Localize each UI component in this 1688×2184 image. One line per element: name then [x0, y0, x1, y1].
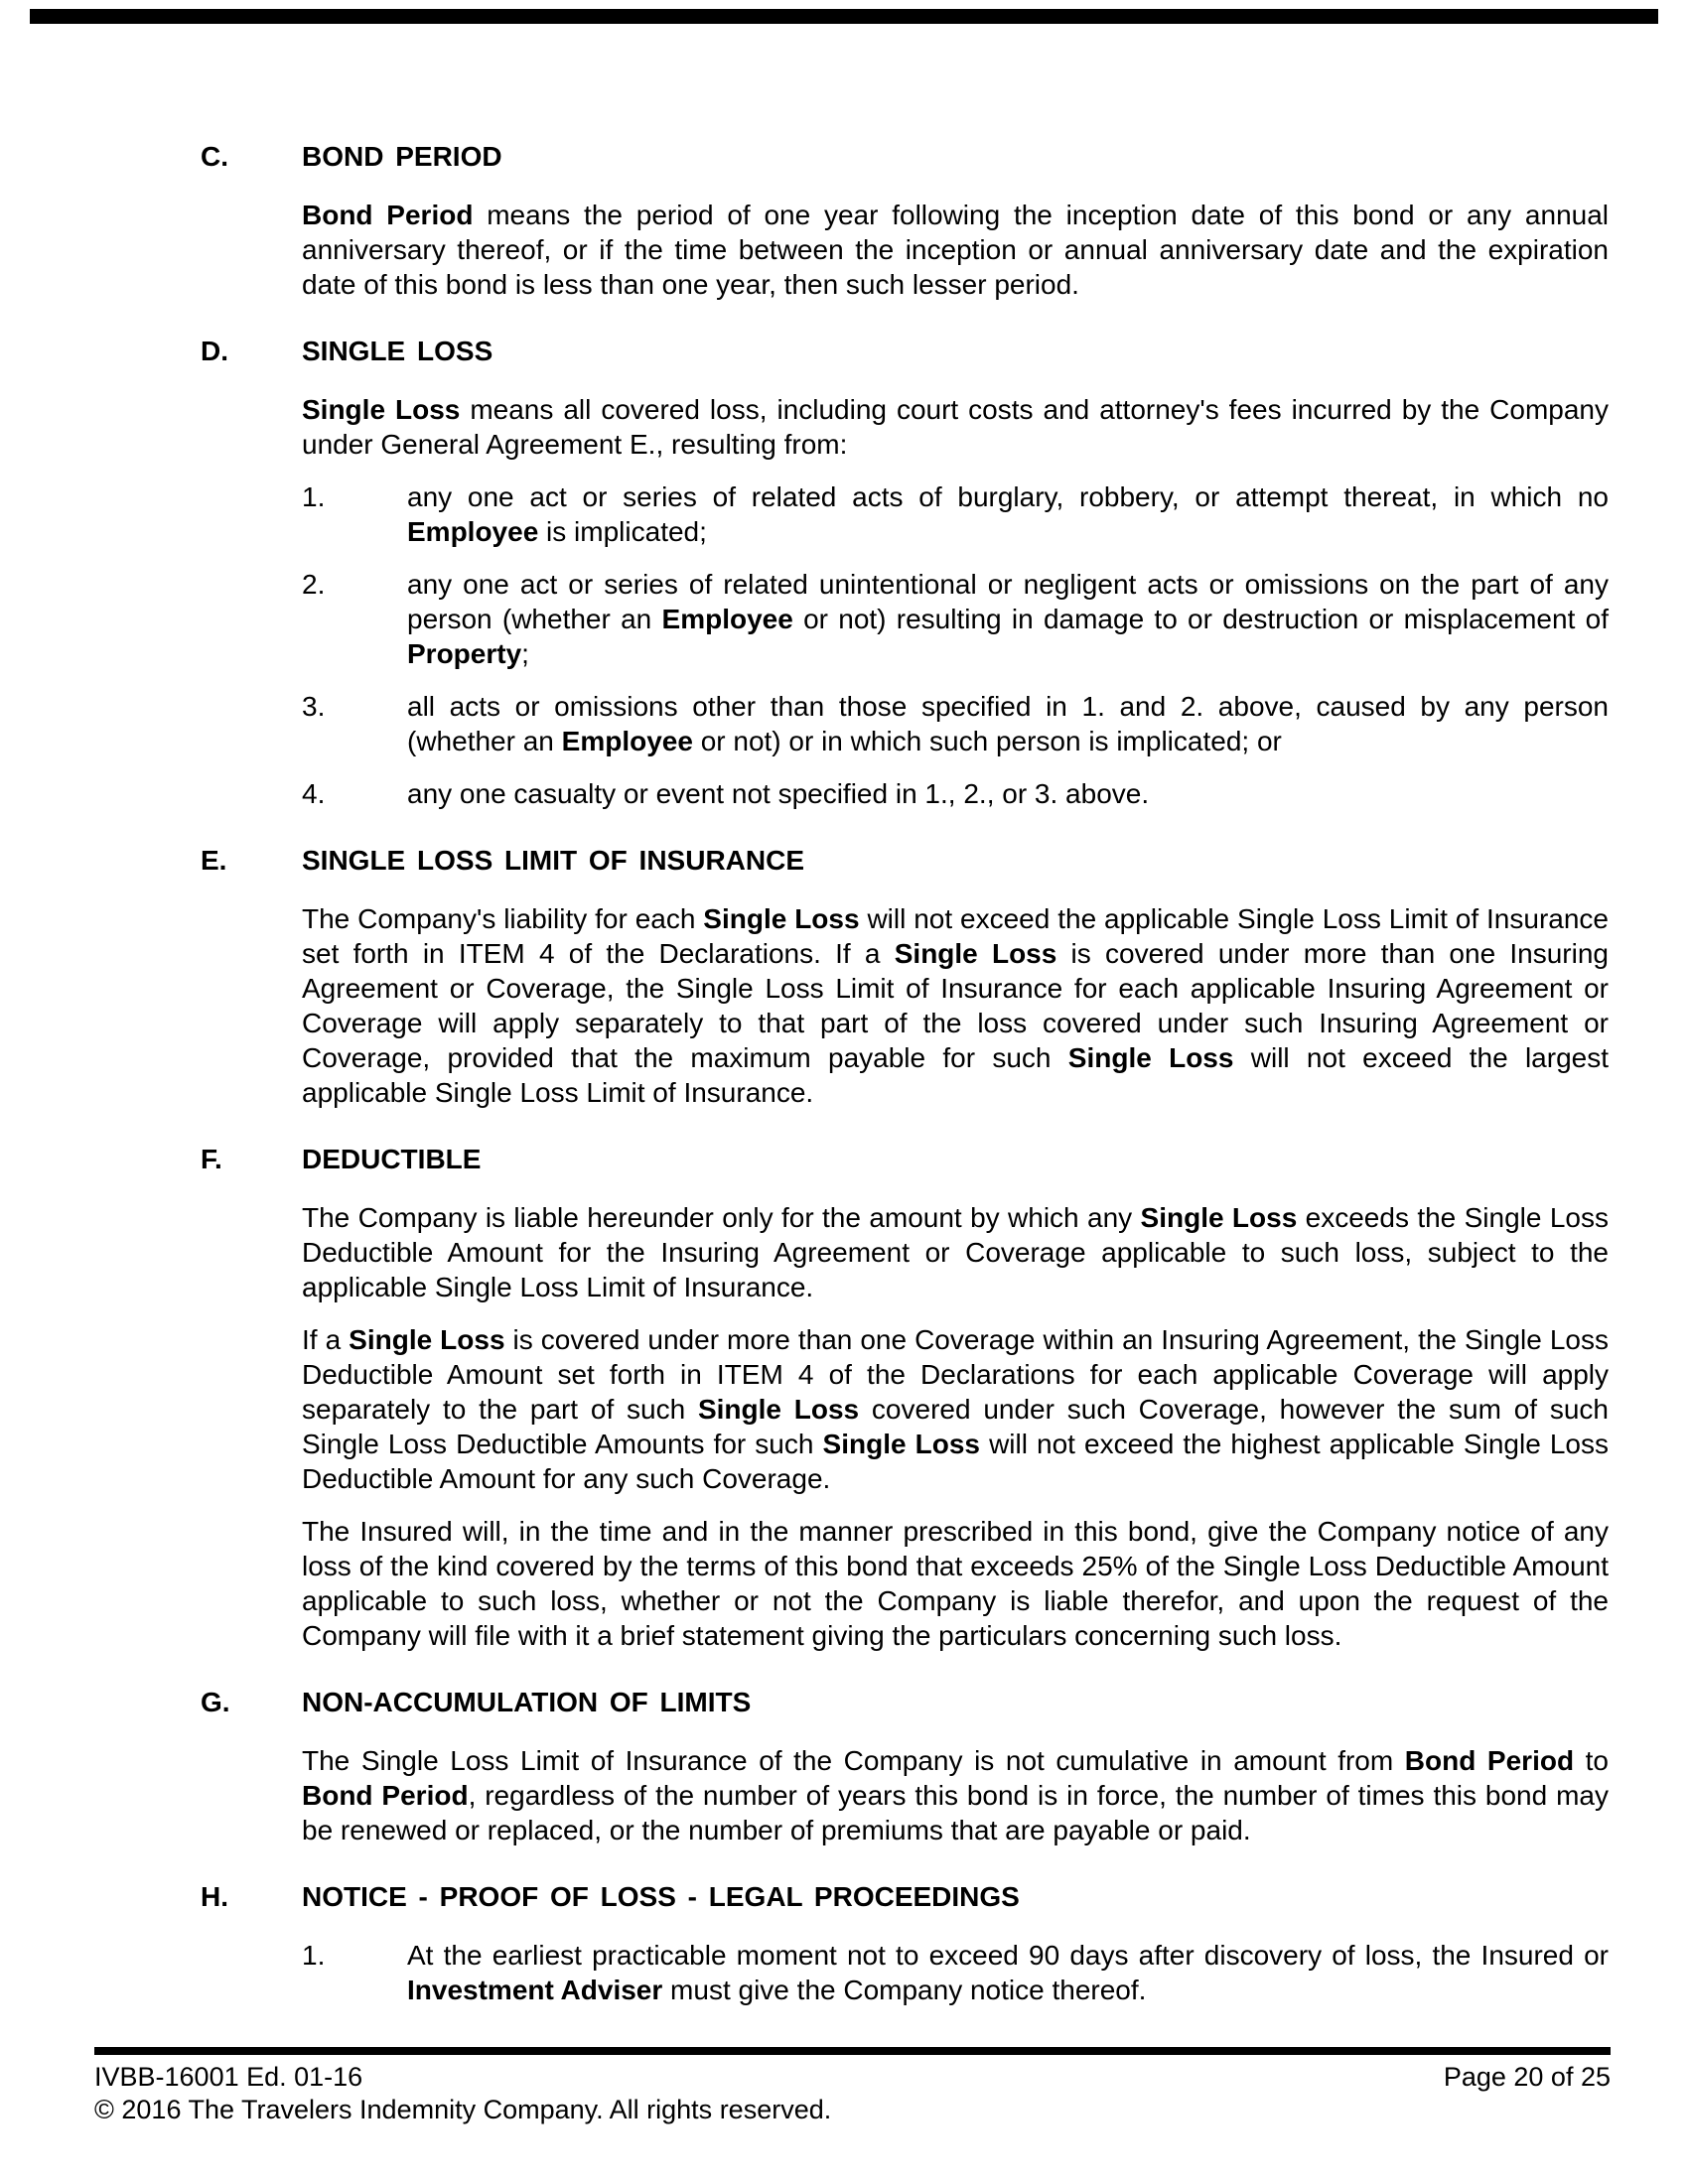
section-c — [201, 139, 1609, 302]
list-item-text: At the earliest practicable moment not to exceed 90 days after discovery of loss, the Insured or Investment Adviser must give the Company notice thereof. — [407, 1940, 1609, 2005]
section-letter: D. — [201, 336, 228, 366]
section-title: DEDUCTIBLE — [302, 1144, 482, 1174]
bold-term: Single Loss — [822, 1429, 980, 1459]
paragraph: Bond Period means the period of one year following the inception date of this bond or any annual anniversary thereof, or if the time between the inception or annual anniversary date and the expiration date of this bond is less than one year, then such lesser period. — [302, 200, 1610, 300]
section-letter: E. — [201, 845, 227, 876]
paragraph: If a Single Loss is covered under more than one Coverage within an Insuring Agreement, the Single Loss Deductible Amount set forth in ITEM 4 of the Declarations for each applicable Coverage will apply separately to the part of such Single Loss covered under such Coverage, however the sum of such Single Loss Deductible Amounts for such Single Loss will not exceed the highest applicable Single Loss Deductible Amount for any such Coverage. — [302, 1324, 1609, 1494]
bold-term: Single Loss — [349, 1324, 505, 1355]
section-title: SINGLE LOSS LIMIT OF INSURANCE — [302, 845, 805, 876]
section-title: NON-ACCUMULATION OF LIMITS — [302, 1687, 752, 1717]
list-item-text: all acts or omissions other than those specified in 1. and 2. above, caused by any person (whether an Employee or not) or in which such person is implicated; or — [407, 691, 1609, 756]
section-heading — [201, 1685, 1609, 1719]
top-rule — [30, 9, 1658, 24]
list-item — [302, 776, 1609, 811]
bold-term: Single Loss — [1067, 1042, 1234, 1073]
section-letter: F. — [201, 1144, 222, 1174]
section-g — [201, 1685, 1609, 1847]
list-item-number: 2. — [302, 569, 326, 600]
document-body — [201, 107, 1609, 2007]
bold-term: Property — [407, 638, 522, 669]
section-letter: C. — [201, 141, 228, 172]
section-heading — [201, 1879, 1609, 1914]
bold-term: Single Loss — [302, 394, 461, 425]
list-item — [302, 567, 1609, 671]
section-d — [201, 334, 1609, 811]
footer-row — [94, 2061, 1611, 2094]
section-title: NOTICE - PROOF OF LOSS - LEGAL PROCEEDINGS — [302, 1881, 1020, 1912]
list-item-text: any one act or series of related acts of burglary, robbery, or attempt thereat, in which no Employee is implicated; — [407, 481, 1609, 547]
bold-term: Bond Period — [302, 1780, 469, 1811]
paragraph: The Company's liability for each Single Loss will not exceed the applicable Single Loss Limit of Insurance set forth in ITEM 4 of the Declarations. If a Single Loss is covered under more than one Insuring Agreement or Coverage, the Single Loss Limit of Insurance for each applicable Insuring Agreement or Coverage will apply separately to that part of the loss covered under such Insuring Agreement or Coverage, provided that the maximum payable for such Single Loss will not exceed the largest applicable Single Loss Limit of Insurance. — [302, 903, 1609, 1108]
section-heading — [201, 843, 1609, 878]
bold-term: Bond Period — [1404, 1745, 1575, 1776]
list-item — [302, 689, 1609, 758]
bold-term: Employee — [561, 726, 693, 756]
list-item-number: 1. — [302, 1940, 326, 1971]
bold-term: Employee — [661, 604, 793, 634]
section-heading — [201, 1142, 1609, 1176]
bold-term: Single Loss — [894, 938, 1057, 969]
list-item — [302, 1938, 1609, 2007]
footer-rule — [94, 2047, 1611, 2055]
list-item-text: any one casualty or event not specified in 1., 2., or 3. above. — [407, 778, 1150, 809]
paragraph: The Single Loss Limit of Insurance of the Company is not cumulative in amount from Bond Period to Bond Period, regardless of the number of years this bond is in force, the number of times this bond may be renewed or replaced, or the number of premiums that are payable or paid. — [302, 1745, 1610, 1845]
list-item-number: 4. — [302, 778, 326, 809]
section-letter: G. — [201, 1687, 230, 1717]
list-item — [302, 479, 1609, 549]
bold-term: Single Loss — [703, 903, 860, 934]
list-item-number: 1. — [302, 481, 326, 512]
bold-term: Bond Period — [302, 200, 474, 230]
list-item-text: any one act or series of related unintentional or negligent acts or omissions on the part of any person (whether an Employee or not) resulting in damage to or destruction or misplacement of Property; — [407, 569, 1609, 669]
form-number: IVBB-16001 Ed. 01-16 — [94, 2062, 363, 2092]
section-f — [201, 1142, 1609, 1653]
paragraph: The Insured will, in the time and in the manner prescribed in this bond, give the Company notice of any loss of the kind covered by the terms of this bond that exceeds 25% of the Single Loss Deductible Amount applicable to such loss, whether or not the Company is liable therefor, and upon the request of the Company will file with it a brief statement giving the particulars concerning such loss. — [302, 1516, 1609, 1651]
paragraph: The Company is liable hereunder only for the amount by which any Single Loss exceeds the Single Loss Deductible Amount for the Insuring Agreement or Coverage applicable to such loss, subject to the applicable Single Loss Limit of Insurance. — [302, 1202, 1609, 1302]
section-letter: H. — [201, 1881, 228, 1912]
section-heading — [201, 334, 1609, 368]
section-e — [201, 843, 1609, 1110]
paragraph: Single Loss means all covered loss, including court costs and attorney's fees incurred by the Company under General Agreement E., resulting from: — [302, 394, 1609, 460]
copyright-line: © 2016 The Travelers Indemnity Company. All rights reserved. — [94, 2095, 832, 2124]
bold-term: Employee — [407, 516, 539, 547]
section-title: BOND PERIOD — [302, 141, 502, 172]
list-item-number: 3. — [302, 691, 326, 722]
bold-term: Single Loss — [1140, 1202, 1298, 1233]
bold-term: Single Loss — [697, 1394, 860, 1425]
section-h — [201, 1879, 1609, 2007]
page-indicator: Page 20 of 25 — [1443, 2062, 1611, 2092]
section-title: SINGLE LOSS — [302, 336, 493, 366]
bold-term: Investment Adviser — [407, 1975, 663, 2005]
section-heading — [201, 139, 1609, 174]
